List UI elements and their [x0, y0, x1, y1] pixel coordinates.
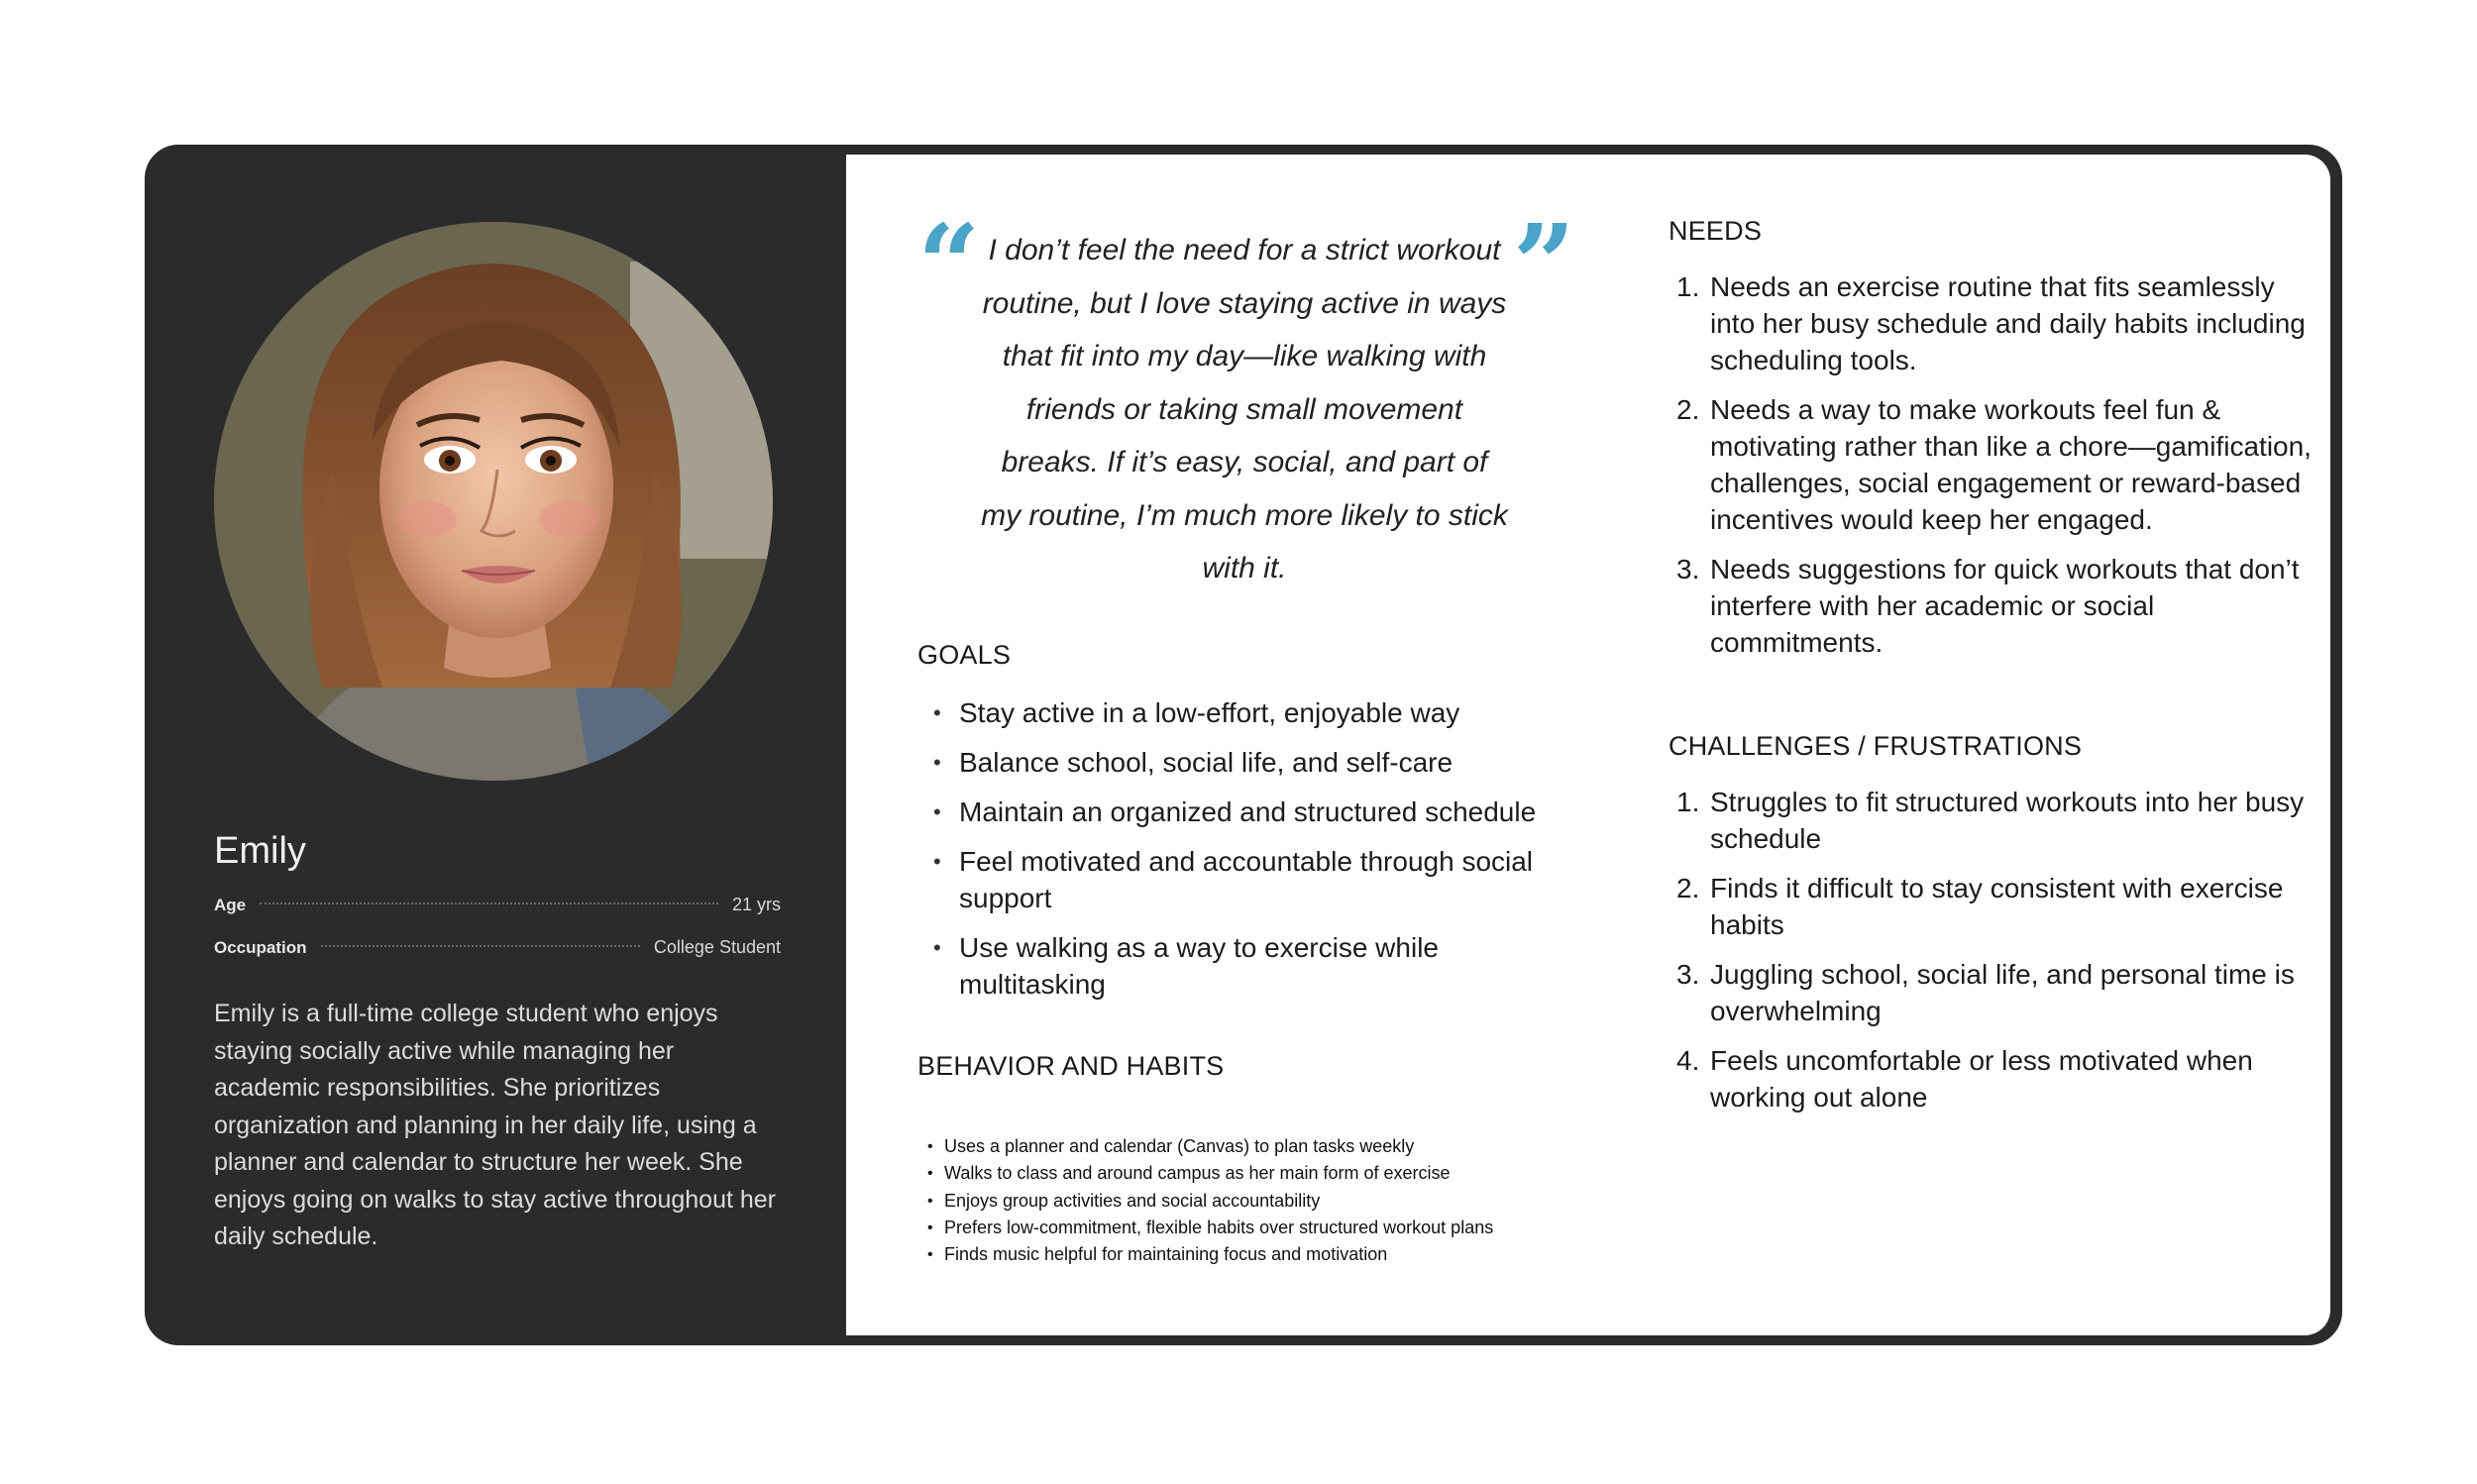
- list-text: Finds it difficult to stay consistent with exercise habits: [1710, 873, 2284, 940]
- age-value: 21 yrs: [731, 895, 781, 914]
- list-item: • Feel motivated and accountable through social support: [917, 843, 1591, 916]
- list-item: • Walks to class and around campus as her main form of exercise: [917, 1160, 1611, 1187]
- occupation-row: [214, 937, 781, 958]
- list-number: 3.: [1676, 554, 1700, 584]
- persona-photo: [214, 222, 773, 781]
- behavior-title: BEHAVIOR AND HABITS: [917, 1051, 1225, 1081]
- list-number: 1.: [1676, 271, 1700, 302]
- age-label: Age: [214, 895, 247, 914]
- list-item: • Stay active in a low-effort, enjoyable way: [917, 694, 1591, 731]
- needs-list: [1669, 268, 2313, 661]
- challenges-title: CHALLENGES / FRUSTRATIONS: [1669, 731, 2083, 761]
- list-item: • Finds music helpful for maintaining focus and motivation: [917, 1241, 1611, 1268]
- list-number: 3.: [1676, 959, 1700, 990]
- list-number: 4.: [1676, 1045, 1700, 1076]
- list-item: • Use walking as a way to exercise while multitasking: [917, 929, 1591, 1003]
- list-item: [1669, 1042, 2313, 1115]
- open-quote-icon: “: [917, 200, 981, 328]
- behavior-list: [917, 1133, 1611, 1268]
- list-number: 1.: [1676, 787, 1700, 817]
- challenges-list: [1669, 784, 2313, 1115]
- list-item: • Prefers low-commitment, flexible habits over structured workout plans: [917, 1215, 1611, 1241]
- list-number: 2.: [1676, 873, 1700, 903]
- list-item: [1669, 784, 2313, 857]
- list-item: [1669, 551, 2313, 661]
- persona-quote: [917, 200, 1575, 595]
- goals-list: [917, 694, 1591, 1003]
- occupation-label: Occupation: [214, 937, 307, 957]
- persona-sidebar: [145, 145, 846, 1345]
- list-text: Feels uncomfortable or less motivated when working out alone: [1710, 1045, 2253, 1113]
- dotted-leader: [260, 902, 718, 904]
- dotted-leader: [321, 945, 640, 947]
- list-item: [1669, 268, 2313, 378]
- goals-title: GOALS: [917, 640, 1012, 670]
- age-row: [214, 895, 781, 915]
- list-text: Needs a way to make workouts feel fun & motivating rather than like a chore—gamification, challenges, social engagement or reward-based incentives would keep her engaged.: [1710, 394, 2312, 535]
- list-item: [1669, 956, 2313, 1029]
- close-quote-icon: ”: [1512, 200, 1575, 328]
- needs-section: [1669, 216, 2313, 674]
- list-text: Struggles to fit structured workouts into her busy schedule: [1710, 787, 2305, 854]
- list-item: [1669, 870, 2313, 943]
- list-item: • Uses a planner and calendar (Canvas) to plan tasks weekly: [917, 1133, 1611, 1160]
- needs-title: NEEDS: [1669, 216, 1763, 246]
- challenges-section: [1669, 731, 2313, 1128]
- list-text: Juggling school, social life, and personal time is overwhelming: [1710, 959, 2295, 1026]
- list-item: • Balance school, social life, and self-care: [917, 744, 1591, 781]
- occupation-value: College Student: [653, 937, 781, 957]
- list-item: [1669, 391, 2313, 538]
- list-text: Needs an exercise routine that fits seamlessly into her busy schedule and daily habits including scheduling tools.: [1710, 271, 2306, 375]
- persona-card: [145, 145, 2342, 1345]
- goals-section: [917, 640, 1591, 1015]
- list-text: Needs suggestions for quick workouts that don’t interfere with her academic or social commitments.: [1710, 554, 2300, 658]
- behavior-section: [917, 1051, 1611, 1268]
- quote-text: I don’t feel the need for a strict workout routine, but I love staying active in ways that fit into my day—like walking with friends or taking small movement breaks. If it’s easy, social, and part of my routine, I’m much more likely to stick with it.: [981, 234, 1508, 584]
- persona-name: Emily: [214, 830, 306, 872]
- list-item: • Maintain an organized and structured schedule: [917, 794, 1591, 830]
- persona-details-panel: [846, 155, 2330, 1335]
- portrait-illustration: [214, 222, 773, 781]
- list-number: 2.: [1676, 394, 1700, 425]
- persona-bio: Emily is a full-time college student who enjoys staying socially active while managing her academic responsibilities. She prioritizes organization and planning in her daily life, using a planner and calendar to structure her week. She enjoys going on walks to stay active throughout her daily schedule.: [214, 1000, 777, 1250]
- list-item: • Enjoys group activities and social accountability: [917, 1188, 1611, 1215]
